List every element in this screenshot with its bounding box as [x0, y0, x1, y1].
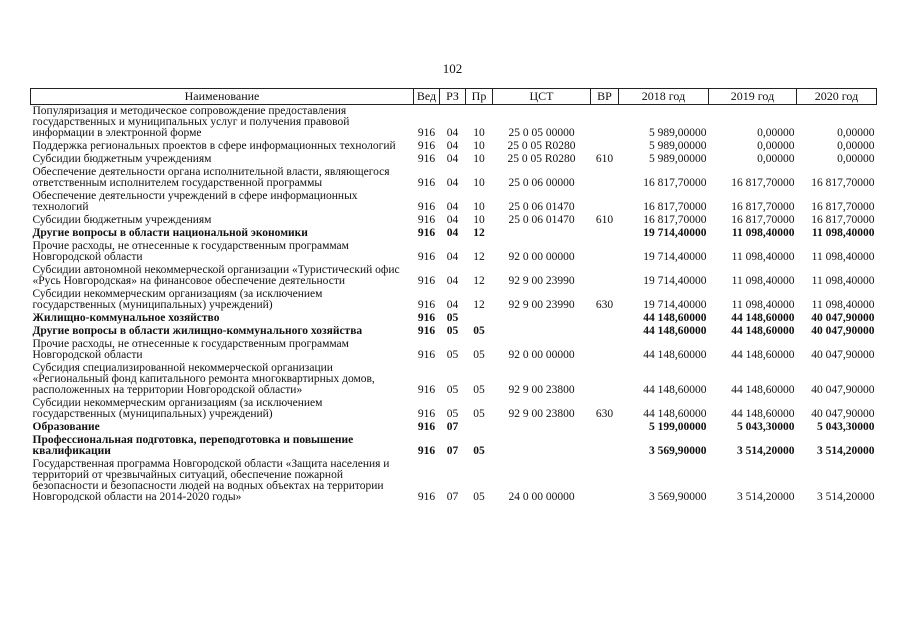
table-header-row [31, 89, 877, 105]
row-2019: 0,00000 [757, 140, 795, 152]
row-ved: 916 [417, 384, 436, 396]
row-pr: 12 [473, 251, 485, 263]
row-vr [591, 227, 619, 240]
row-vr [591, 421, 619, 434]
row-name: Прочие расходы, не отнесенные к государственным программам Новгородской области [32, 240, 349, 263]
row-2018: 19 714,40000 [643, 275, 707, 287]
row-2020: 0,00000 [837, 140, 875, 152]
row-cst [493, 227, 591, 240]
row-2019: 3 514,20000 [737, 491, 795, 503]
row-2018: 5 199,00000 [649, 421, 707, 433]
row-name: Обеспечение деятельности учреждений в сфере информационных технологий [32, 190, 358, 213]
row-pr: 12 [473, 275, 485, 287]
row-2018: 19 714,40000 [643, 299, 707, 311]
row-ved: 916 [417, 177, 436, 189]
row-2020: 40 047,90000 [811, 349, 875, 361]
header-ved: Вед [414, 89, 440, 105]
row-name: Субсидии бюджетным учреждениям [32, 214, 212, 226]
table-row [31, 325, 877, 338]
row-cst: 92 9 00 23800 [508, 384, 575, 396]
row-vr: 610 [595, 153, 614, 165]
row-2020: 40 047,90000 [811, 408, 875, 420]
row-2019: 16 817,70000 [731, 214, 795, 226]
row-name: Субсидия специализированной некоммерческой организации «Региональный фонд капитального ремонта многоквартирных домов, расположенных на территории Новгородской области» [32, 362, 375, 396]
table-row [31, 338, 877, 362]
row-rz: 07 [446, 445, 459, 457]
row-pr: 12 [473, 227, 485, 239]
row-name: Обеспечение деятельности органа исполнительной власти, являющегося ответственным исполнителем государственной программы [32, 166, 390, 189]
row-2019: 11 098,40000 [731, 251, 795, 263]
row-pr: 12 [473, 299, 485, 311]
row-cst [493, 434, 591, 458]
row-pr: 10 [473, 153, 485, 165]
header-cst: ЦСТ [493, 89, 591, 105]
row-ved: 916 [417, 325, 436, 337]
row-name: Субсидии некоммерческим организациям (за исключением государственных (муниципальных) учреждений) [32, 397, 323, 420]
row-rz: 07 [446, 421, 459, 433]
row-cst: 92 9 00 23990 [508, 299, 575, 311]
row-pr: 10 [473, 201, 485, 213]
row-2018: 44 148,60000 [643, 312, 707, 324]
table-row [31, 264, 877, 288]
row-rz: 05 [446, 349, 459, 361]
row-name: Профессиональная подготовка, переподготовка и повышение квалификации [32, 434, 354, 457]
row-ved: 916 [417, 251, 436, 263]
row-ved: 916 [417, 275, 436, 287]
row-2020: 16 817,70000 [811, 177, 875, 189]
row-2018: 16 817,70000 [643, 201, 707, 213]
row-2020: 3 514,20000 [817, 491, 875, 503]
table-row [31, 421, 877, 434]
row-vr: 610 [595, 214, 614, 226]
row-2019: 0,00000 [757, 153, 795, 165]
row-2018: 16 817,70000 [643, 177, 707, 189]
header-pr: Пр [466, 89, 493, 105]
row-rz: 04 [446, 153, 459, 165]
row-ved: 916 [417, 227, 436, 239]
row-ved: 916 [417, 127, 436, 139]
table-row [31, 166, 877, 190]
row-cst: 24 0 00 00000 [508, 491, 575, 503]
row-ved: 916 [417, 140, 436, 152]
table-row [31, 240, 877, 264]
row-rz: 04 [446, 251, 459, 263]
table-row [31, 434, 877, 458]
table-row [31, 153, 877, 166]
row-vr [591, 434, 619, 458]
row-2020: 11 098,40000 [811, 275, 875, 287]
header-rz: РЗ [440, 89, 466, 105]
row-name: Другие вопросы в области национальной экономики [32, 227, 308, 239]
row-ved: 916 [417, 491, 436, 503]
row-cst [493, 312, 591, 325]
row-ved: 916 [417, 408, 436, 420]
row-cst: 25 0 06 01470 [508, 201, 575, 213]
row-2019: 11 098,40000 [731, 227, 795, 239]
row-2020: 40 047,90000 [811, 325, 875, 337]
row-name: Жилищно-коммунальное хозяйство [32, 312, 220, 324]
header-2020: 2020 год [797, 89, 877, 105]
row-2018: 3 569,90000 [649, 491, 707, 503]
row-2018: 44 148,60000 [643, 325, 707, 337]
row-2020: 5 043,30000 [817, 421, 875, 433]
row-2020: 11 098,40000 [811, 227, 875, 239]
row-rz: 07 [446, 491, 459, 503]
row-2018: 19 714,40000 [643, 251, 707, 263]
row-rz: 05 [446, 384, 459, 396]
row-rz: 04 [446, 127, 459, 139]
row-pr [466, 421, 493, 434]
row-vr [591, 140, 619, 153]
row-pr [466, 312, 493, 325]
table-row [31, 214, 877, 227]
row-ved: 916 [417, 445, 436, 457]
row-2018: 16 817,70000 [643, 214, 707, 226]
row-2018: 44 148,60000 [643, 384, 707, 396]
row-cst: 92 0 00 00000 [508, 251, 575, 263]
header-2019: 2019 год [709, 89, 797, 105]
row-cst: 92 0 00 00000 [508, 349, 575, 361]
row-vr: 630 [595, 408, 614, 420]
row-cst [493, 325, 591, 338]
header-name: Наименование [31, 89, 414, 105]
row-2018: 5 989,00000 [649, 127, 707, 139]
row-vr [591, 458, 619, 504]
row-pr: 10 [473, 177, 485, 189]
row-2019: 44 148,60000 [731, 384, 795, 396]
row-name: Субсидии автономной некоммерческой организации «Туристический офис «Русь Новгородская» на финансовое обеспечение деятельности [32, 264, 400, 287]
row-2020: 0,00000 [837, 127, 875, 139]
table-body [31, 105, 877, 505]
row-rz: 04 [446, 214, 459, 226]
row-name: Прочие расходы, не отнесенные к государственным программам Новгородской области [32, 338, 349, 361]
row-ved: 916 [417, 312, 436, 324]
row-name: Субсидии некоммерческим организациям (за исключением государственных (муниципальных) учреждений) [32, 288, 323, 311]
row-rz: 04 [446, 227, 459, 239]
row-cst: 92 9 00 23800 [508, 408, 575, 420]
row-2018: 5 989,00000 [649, 153, 707, 165]
row-ved: 916 [417, 349, 436, 361]
row-vr: 630 [595, 299, 614, 311]
row-rz: 04 [446, 177, 459, 189]
table-row [31, 312, 877, 325]
row-2020: 40 047,90000 [811, 384, 875, 396]
table-row [31, 397, 877, 421]
row-2019: 44 148,60000 [731, 408, 795, 420]
table-row [31, 458, 877, 504]
row-cst: 25 0 05 R0280 [507, 153, 576, 165]
row-2018: 5 989,00000 [649, 140, 707, 152]
row-ved: 916 [417, 201, 436, 213]
row-vr [591, 338, 619, 362]
row-vr [591, 190, 619, 214]
row-pr: 05 [473, 491, 485, 503]
row-2018: 44 148,60000 [643, 349, 707, 361]
row-2019: 44 148,60000 [731, 312, 795, 324]
row-cst: 25 0 06 00000 [508, 177, 575, 189]
row-name: Поддержка региональных проектов в сфере информационных технологий [32, 140, 396, 152]
row-pr: 05 [473, 384, 485, 396]
row-pr: 05 [473, 325, 485, 337]
row-2019: 16 817,70000 [731, 177, 795, 189]
row-pr: 05 [473, 445, 485, 457]
row-pr: 10 [473, 214, 485, 226]
table-row [31, 140, 877, 153]
row-name: Популяризация и методическое сопровождение предоставления государственных и муниципальных услуг и получения правовой информации в электронной форме [32, 105, 350, 139]
row-2019: 0,00000 [757, 127, 795, 139]
row-2019: 44 148,60000 [731, 325, 795, 337]
row-2020: 16 817,70000 [811, 214, 875, 226]
page-number: 102 [442, 61, 463, 76]
row-name: Другие вопросы в области жилищно-коммунального хозяйства [32, 325, 363, 337]
row-vr [591, 105, 619, 141]
row-rz: 05 [446, 312, 459, 324]
row-rz: 04 [446, 201, 459, 213]
row-2019: 11 098,40000 [731, 275, 795, 287]
row-2020: 0,00000 [837, 153, 875, 165]
table-row [31, 362, 877, 397]
row-2020: 3 514,20000 [817, 445, 875, 457]
row-cst: 25 0 06 01470 [508, 214, 575, 226]
row-rz: 04 [446, 299, 459, 311]
row-vr [591, 312, 619, 325]
row-vr [591, 362, 619, 397]
budget-table [30, 88, 877, 504]
row-2018: 44 148,60000 [643, 408, 707, 420]
row-pr: 10 [473, 127, 485, 139]
row-cst: 92 9 00 23990 [508, 275, 575, 287]
row-rz: 04 [446, 275, 459, 287]
row-2020: 16 817,70000 [811, 201, 875, 213]
row-name: Субсидии бюджетным учреждениям [32, 153, 212, 165]
row-cst: 25 0 05 00000 [508, 127, 575, 139]
header-2018: 2018 год [619, 89, 709, 105]
row-2018: 3 569,90000 [649, 445, 707, 457]
row-vr [591, 166, 619, 190]
row-ved: 916 [417, 153, 436, 165]
row-name: Государственная программа Новгородской области «Защита населения и территорий от чрезвычайных ситуаций, обеспечение пожарной безопасности и безопасности людей на водных объектах на территории Новгородской области на 2014-2020 годы» [32, 458, 390, 503]
table-row [31, 288, 877, 312]
row-pr: 05 [473, 408, 485, 420]
row-2019: 3 514,20000 [737, 445, 795, 457]
row-2019: 11 098,40000 [731, 299, 795, 311]
row-rz: 05 [446, 408, 459, 420]
row-2018: 19 714,40000 [643, 227, 707, 239]
row-name: Образование [32, 421, 100, 433]
row-cst [493, 421, 591, 434]
row-pr: 10 [473, 140, 485, 152]
row-cst: 25 0 05 R0280 [507, 140, 576, 152]
header-vr: ВР [591, 89, 619, 105]
row-ved: 916 [417, 421, 436, 433]
row-vr [591, 264, 619, 288]
table-row [31, 190, 877, 214]
row-2019: 16 817,70000 [731, 201, 795, 213]
table-row [31, 227, 877, 240]
row-ved: 916 [417, 299, 436, 311]
row-2019: 44 148,60000 [731, 349, 795, 361]
row-2020: 40 047,90000 [811, 312, 875, 324]
row-rz: 04 [446, 140, 459, 152]
row-rz: 05 [446, 325, 459, 337]
row-pr: 05 [473, 349, 485, 361]
row-2020: 11 098,40000 [811, 251, 875, 263]
row-ved: 916 [417, 214, 436, 226]
row-2020: 11 098,40000 [811, 299, 875, 311]
row-vr [591, 325, 619, 338]
table-row [31, 105, 877, 141]
row-2019: 5 043,30000 [737, 421, 795, 433]
row-vr [591, 240, 619, 264]
